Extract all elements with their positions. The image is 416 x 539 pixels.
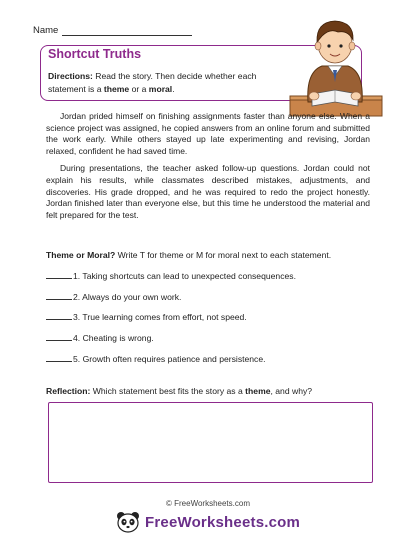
directions-end: . xyxy=(172,83,175,94)
answer-blank-4[interactable] xyxy=(46,332,72,341)
story-paragraph-2: During presentations, the teacher asked follow-up questions. Jordan could not explain his results, while classmates described mistakes, adjustments, and discoveries. His grade dropped, and he was required to redo the project honestly. Jordan finished later than everyone else, but this time he understood the material and felt prepared for the test. xyxy=(46,163,370,220)
theme-or-moral-prompt xyxy=(46,250,331,260)
directions-label: Directions: xyxy=(48,71,93,81)
reflection-theme: theme xyxy=(245,386,271,396)
page-title: Shortcut Truths xyxy=(48,47,142,61)
answer-blank-3[interactable] xyxy=(46,311,72,320)
statement-text: Growth often requires patience and persistence. xyxy=(82,354,266,364)
statement-number: 1. xyxy=(73,271,81,281)
statement-number: 5. xyxy=(73,354,81,364)
name-row xyxy=(33,25,192,36)
name-label: Name xyxy=(33,25,59,36)
answer-blank-5[interactable] xyxy=(46,353,72,362)
statement-number: 3. xyxy=(73,312,81,322)
statement-text: Taking shortcuts can lead to unexpected consequences. xyxy=(82,271,296,281)
copyright-text: © FreeWorksheets.com xyxy=(166,499,250,508)
story-paragraph-1: Jordan prided himself on finishing assignments faster than anyone else. When a science project was assigned, he copied answers from an online forum and submitted the work early. While others stayed up late experimenting and revising, Jordan relaxed, confident he had saved time. xyxy=(46,111,370,156)
reflection-text-end: , and why? xyxy=(270,386,313,396)
statement-2 xyxy=(46,291,181,302)
statement-3 xyxy=(46,311,247,322)
statement-1 xyxy=(46,270,296,281)
footer-logo[interactable] xyxy=(115,510,300,534)
directions-theme: theme xyxy=(103,83,130,94)
directions xyxy=(48,70,288,95)
reflection-prompt xyxy=(46,386,312,396)
directions-or: or a xyxy=(129,83,149,94)
answer-blank-2[interactable] xyxy=(46,291,72,300)
tm-prompt-text: Write T for theme or M for moral next to each statement. xyxy=(115,250,332,260)
boy-reading-book-icon xyxy=(288,10,383,118)
reflection-answer-box[interactable] xyxy=(48,402,373,483)
statement-5 xyxy=(46,353,266,364)
panda-logo-icon xyxy=(115,510,141,534)
story xyxy=(46,111,370,227)
directions-text: Read the story. Then decide whether each statement is a xyxy=(48,71,257,94)
directions-moral: moral xyxy=(148,83,173,94)
statement-text: Always do your own work. xyxy=(82,292,182,302)
statement-text: Cheating is wrong. xyxy=(82,333,154,343)
reflection-label: Reflection: xyxy=(46,386,91,396)
tm-prompt-label: Theme or Moral? xyxy=(46,250,116,260)
statement-number: 4. xyxy=(73,333,81,343)
brand-name: FreeWorksheets.com xyxy=(145,513,301,531)
statement-number: 2. xyxy=(73,292,81,302)
statement-4 xyxy=(46,332,154,343)
name-line[interactable] xyxy=(62,26,192,36)
statement-text: True learning comes from effort, not speed. xyxy=(82,312,247,322)
reflection-text: Which statement best fits the story as a xyxy=(90,386,246,396)
answer-blank-1[interactable] xyxy=(46,270,72,279)
